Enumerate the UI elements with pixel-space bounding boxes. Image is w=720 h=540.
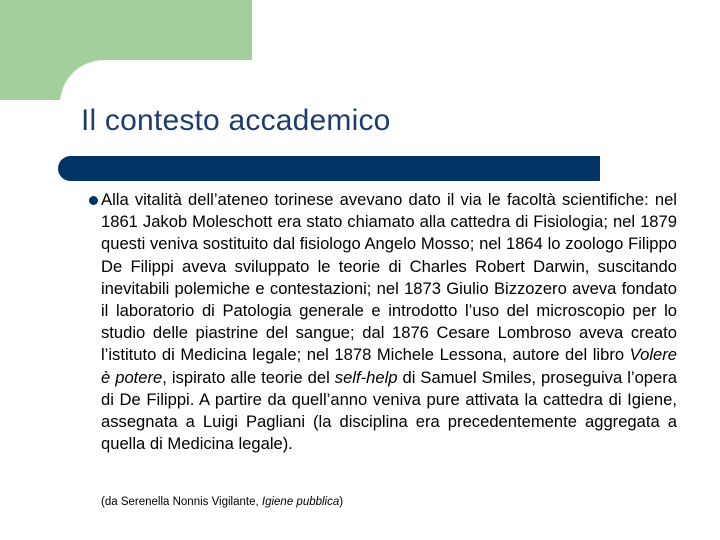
- paragraph-text-2: , ispirato alle teorie del: [162, 367, 335, 387]
- paragraph-text-3: di Samuel Smiles, proseguiva l’opera di De Filippi. A partire da quell’anno veniva pure attivata la cattedra di Igiene, assegnata a Luigi Pagliani (la disciplina era precedentemente aggregata a quella di Medicina legale).: [101, 367, 678, 454]
- slide-title: Il contesto accademico: [81, 104, 391, 137]
- self-help-term: self-help: [334, 367, 398, 387]
- bullet-paragraph: [101, 189, 677, 455]
- paragraph-text-1: Alla vitalità dell’ateneo torinese avevano dato il via le facoltà scientifiche: nel 1861 Jakob Moleschott era stato chiamato alla cattedra di Fisiologia; nel 1879 questi veniva sostituito dal fisiologo Angelo Mosso; nel 1864 lo zoologo Filippo De Filippi aveva sviluppato le teorie di Charles Robert Darwin, suscitando inevitabili polemiche e contestazioni; nel 1873 Giulio Bizzozero aveva fondato il laboratorio di Patologia generale e introdotto l’uso del microscopio per lo studio delle piastrine del sangue; dal 1876 Cesare Lombroso aveva creato l’istituto di Medicina legale; nel 1878 Michele Lessona, autore del libro: [101, 190, 677, 365]
- citation: [101, 496, 343, 508]
- title-underline-bar: [58, 156, 600, 181]
- citation-work: Igiene pubblica: [261, 496, 340, 508]
- bullet-icon: [89, 196, 98, 205]
- citation-prefix: (da Serenella Nonnis Vigilante,: [101, 496, 262, 508]
- citation-suffix: ): [339, 496, 344, 508]
- book-title: Volere è potere: [101, 345, 677, 387]
